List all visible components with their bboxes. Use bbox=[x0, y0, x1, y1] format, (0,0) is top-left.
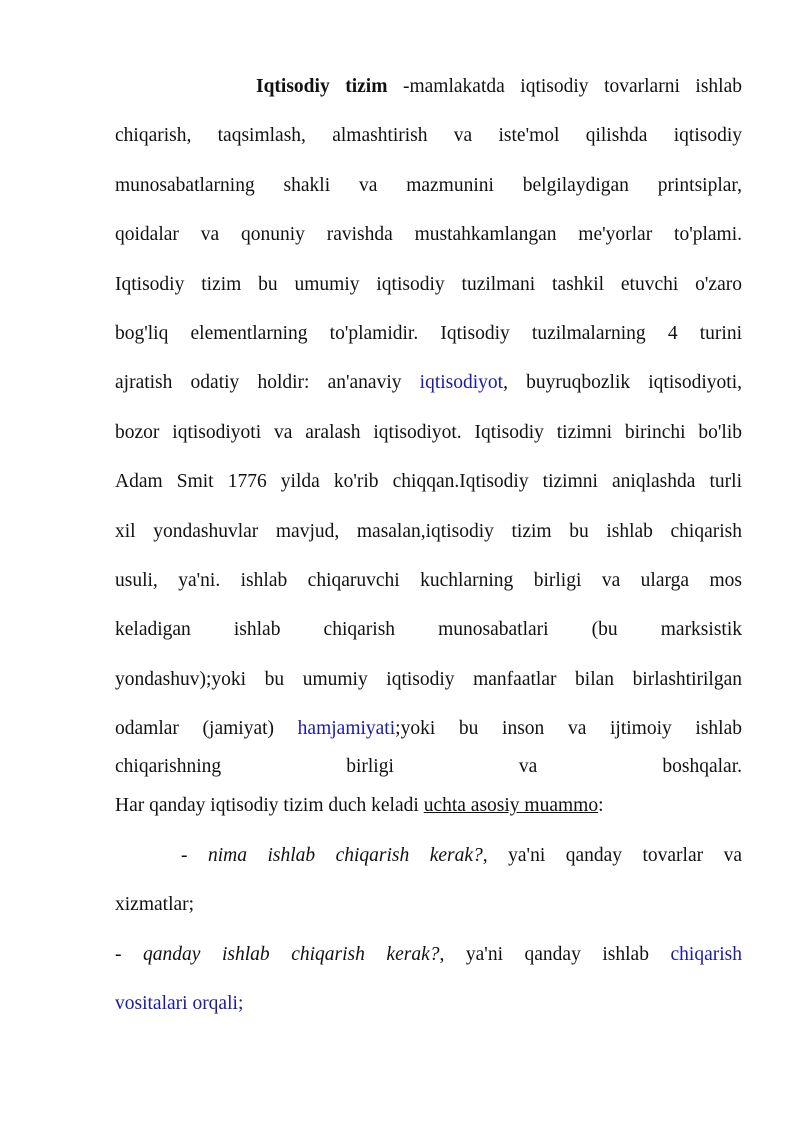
bullet-item bbox=[115, 930, 742, 979]
paragraph-line: keladigan ishlab chiqarish munosabatlari (bu marksistik bbox=[115, 619, 742, 641]
paragraph-line: bog'liq elementlarning to'plamidir. Iqtisodiy tuzilmalarning 4 turini bbox=[115, 322, 742, 344]
dash-marker: - bbox=[115, 943, 144, 965]
text-span: -mamlakatda iqtisodiy tovarlarni ishlab bbox=[387, 76, 742, 97]
dash-marker: - bbox=[181, 844, 208, 866]
paragraph-line: Adam Smit 1776 yilda ko'rib chiqqan.Iqtisodiy tizimni aniqlashda turli bbox=[115, 471, 742, 493]
document-body bbox=[115, 62, 742, 1028]
link-vositalari-orqali[interactable]: vositalari orqali bbox=[115, 993, 238, 1015]
link-chiqarish[interactable]: chiqarish bbox=[670, 943, 742, 965]
text-span: ajratish odatiy holdir: an'anaviy bbox=[115, 372, 420, 394]
text-span: , ya'ni qanday ishlab bbox=[439, 943, 671, 965]
paragraph-line: munosabatlarning shakli va mazmunini belgilaydigan printsiplar, bbox=[115, 174, 742, 196]
underlined-phrase: uchta asosiy muammo bbox=[423, 795, 599, 817]
text-span: : bbox=[598, 795, 604, 817]
text-span: ;yoki bu inson va ijtimoiy ishlab bbox=[395, 718, 742, 740]
bullet-item bbox=[115, 831, 742, 880]
bullet-continuation bbox=[115, 979, 742, 1028]
text-span: ; bbox=[237, 993, 244, 1015]
paragraph-line bbox=[115, 62, 742, 111]
text-span: , buyruqbozlik iqtisodiyoti, bbox=[503, 372, 742, 394]
paragraph-line: yondashuv);yoki bu umumiy iqtisodiy manfaatlar bilan birlashtirilgan bbox=[115, 668, 742, 690]
paragraph-line: qoidalar va qonuniy ravishda mustahkamlangan me'yorlar to'plami. bbox=[115, 224, 742, 246]
paragraph-line: usuli, ya'ni. ishlab chiqaruvchi kuchlarning birligi va ularga mos bbox=[115, 569, 742, 591]
paragraph-line: chiqarish, taqsimlash, almashtirish va iste'mol qilishda iqtisodiy bbox=[115, 125, 742, 147]
link-hamjamiyati[interactable]: hamjamiyati bbox=[297, 718, 396, 740]
question-text: nima ishlab chiqarish kerak? bbox=[207, 844, 483, 866]
link-iqtisodiyot[interactable]: iqtisodiyot bbox=[419, 372, 504, 394]
paragraph-line: bozor iqtisodiyoti va aralash iqtisodiyot. Iqtisodiy tizimni birinchi bo'lib bbox=[115, 421, 742, 443]
text-span: odamlar (jamiyat) bbox=[115, 718, 298, 740]
bullet-continuation: xizmatlar; bbox=[115, 894, 195, 916]
paragraph-line bbox=[115, 358, 742, 407]
question-text: qanday ishlab chiqarish kerak? bbox=[143, 943, 440, 965]
paragraph-line bbox=[115, 704, 742, 753]
paragraph-line: xil yondashuvlar mavjud, masalan,iqtisodiy tizim bu ishlab chiqarish bbox=[115, 520, 742, 542]
term-heading: Iqtisodiy tizim bbox=[256, 76, 388, 97]
text-span: Har qanday iqtisodiy tizim duch keladi bbox=[115, 795, 424, 817]
paragraph-line: chiqarishning birligi va boshqalar. bbox=[115, 756, 742, 778]
paragraph-line: Iqtisodiy tizim bu umumiy iqtisodiy tuzilmani tashkil etuvchi o'zaro bbox=[115, 273, 742, 295]
text-span: , ya'ni qanday tovarlar va bbox=[482, 844, 742, 866]
paragraph-line bbox=[115, 781, 742, 830]
